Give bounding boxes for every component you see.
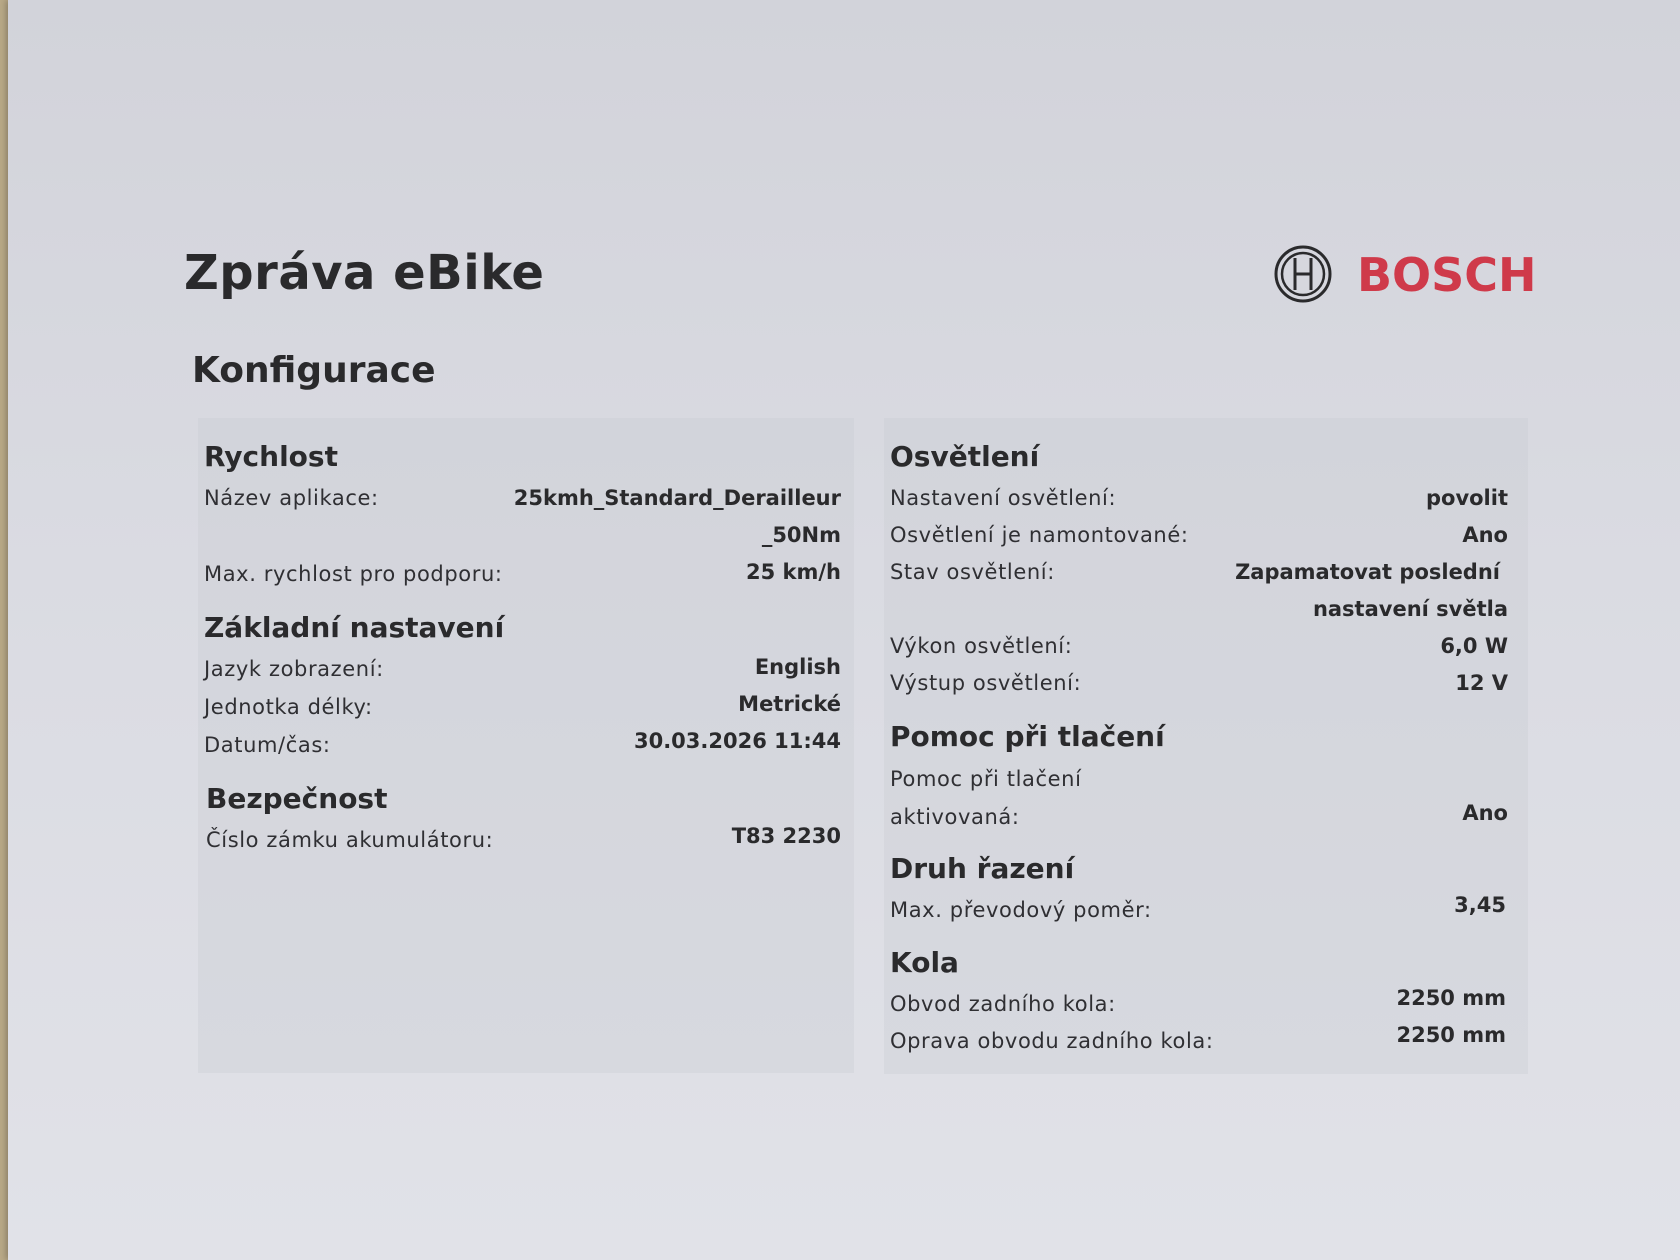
push-assist-label-line2: aktivovaná:: [890, 805, 1020, 829]
bosch-wordmark: BOSCH: [1357, 248, 1537, 302]
group-osvetleni-title: Osvětlení: [890, 440, 1040, 473]
section-title: Konfigurace: [192, 350, 436, 391]
light-power-value: 6,0 W: [1440, 634, 1508, 658]
datetime-value: 30.03.2026 11:44: [633, 729, 841, 753]
report-title: Zpráva eBike: [184, 245, 545, 301]
max-speed-label: Max. rychlost pro podporu:: [204, 562, 503, 586]
rear-wheel-correction-value: 2250 mm: [1396, 1023, 1506, 1047]
lock-label: Číslo zámku akumulátoru:: [206, 828, 494, 852]
rear-wheel-label: Obvod zadního kola:: [890, 992, 1116, 1016]
unit-label: Jednotka délky:: [204, 695, 373, 719]
group-kola-title: Kola: [890, 946, 959, 979]
language-label: Jazyk zobrazení:: [204, 657, 384, 681]
app-name-value-line2: _50Nm: [761, 523, 841, 547]
light-setting-value: povolit: [1425, 486, 1508, 510]
app-name-label: Název aplikace:: [204, 486, 379, 510]
max-speed-value: 25 km/h: [745, 560, 841, 584]
group-zakladni-title: Základní nastavení: [204, 611, 505, 644]
group-rychlost-title: Rychlost: [204, 440, 338, 473]
group-razeni-title: Druh řazení: [890, 852, 1075, 885]
rear-wheel-correction-label: Oprava obvodu zadního kola:: [890, 1029, 1214, 1053]
light-state-value-line2: nastavení světla: [1312, 597, 1508, 621]
light-output-value: 12 V: [1455, 671, 1508, 695]
push-assist-value: Ano: [1462, 801, 1508, 825]
light-mounted-label: Osvětlení je namontované:: [890, 523, 1189, 547]
light-setting-label: Nastavení osvětlení:: [890, 486, 1117, 510]
app-name-value-line1: 25kmh_Standard_Derailleur: [513, 486, 841, 510]
light-output-label: Výstup osvětlení:: [890, 671, 1082, 695]
group-bezpecnost-title: Bezpečnost: [206, 782, 388, 815]
lock-value: T83 2230: [731, 824, 841, 848]
datetime-label: Datum/čas:: [204, 733, 331, 757]
light-state-value-line1: Zapamatovat poslední: [1235, 560, 1500, 584]
report-page: [8, 0, 1680, 1260]
bosch-logo: [1273, 244, 1537, 304]
light-power-label: Výkon osvětlení:: [890, 634, 1073, 658]
push-assist-label-line1: Pomoc při tlačení: [890, 767, 1082, 791]
gear-ratio-label: Max. převodový poměr:: [890, 898, 1152, 922]
gear-ratio-value: 3,45: [1454, 893, 1506, 917]
unit-value: Metrické: [738, 692, 841, 716]
light-mounted-value: Ano: [1462, 523, 1508, 547]
bosch-armature-icon: [1273, 244, 1333, 304]
rear-wheel-value: 2250 mm: [1396, 986, 1506, 1010]
group-pomoc-title: Pomoc při tlačení: [890, 720, 1165, 753]
light-state-label: Stav osvětlení:: [890, 560, 1055, 584]
language-value: English: [754, 655, 841, 679]
